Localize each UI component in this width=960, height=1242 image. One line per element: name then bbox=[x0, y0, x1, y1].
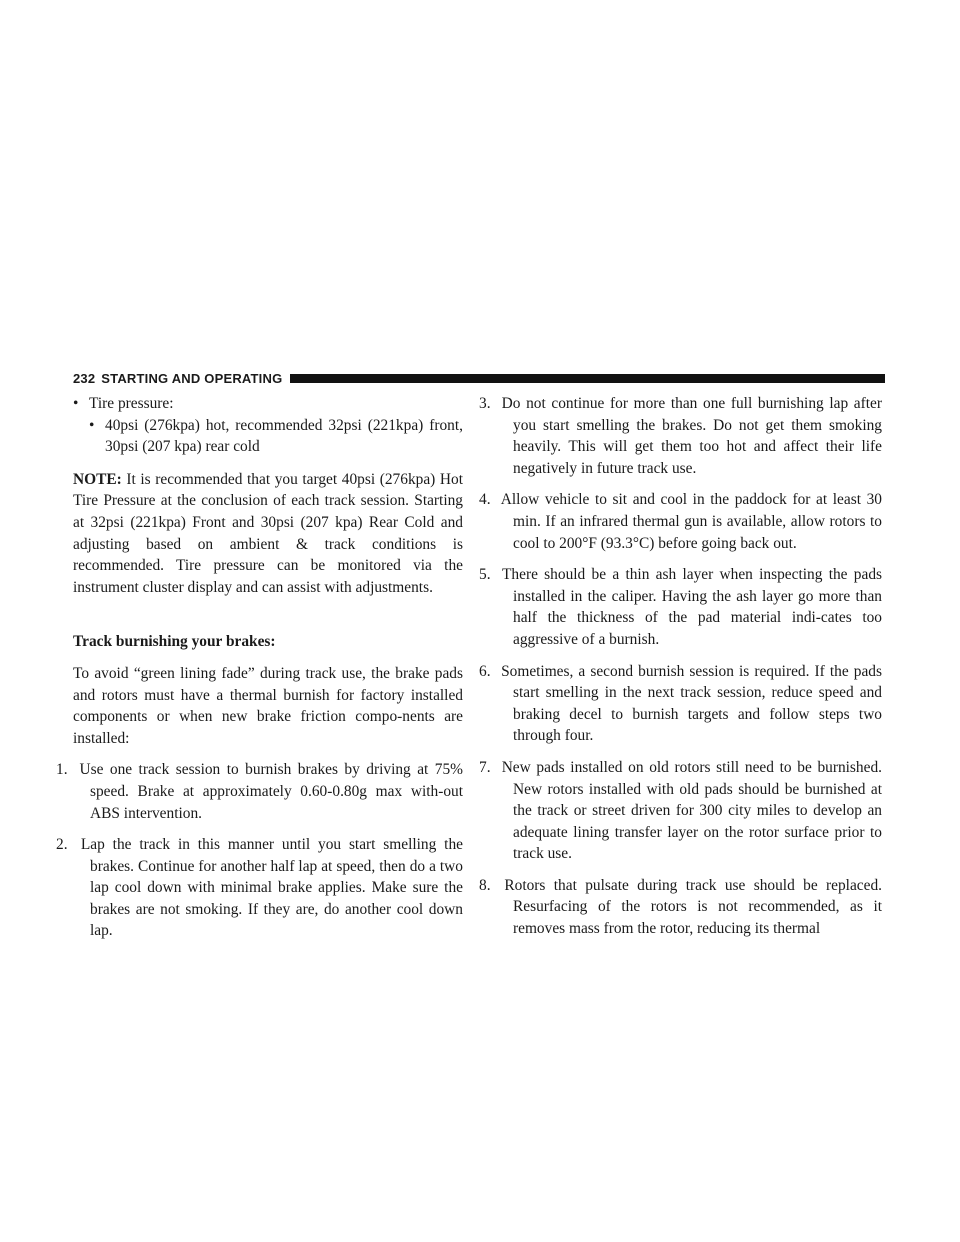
bullet-icon: • bbox=[89, 416, 95, 434]
step-text: Allow vehicle to sit and cool in the paddock for at least 30 min. If an infrared thermal gun is available, allow rotors to cool to 200°F (93.3°C) before going back out. bbox=[500, 491, 882, 552]
bullet-tire-sub-text: 40psi (276kpa) hot, recommended 32psi (221kpa) front, 30psi (207 kpa) rear cold bbox=[105, 416, 463, 456]
header-rule bbox=[290, 374, 885, 383]
step-item: 1. Use one track session to burnish brakes by driving at 75% speed. Brake at approximately 0.60-0.80g max with-out ABS intervention. bbox=[56, 761, 463, 822]
step-item: 6. Sometimes, a second burnish session is required. If the pads start smelling in the next track session, reduce speed and braking decel to burnish targets and follow steps two through four. bbox=[479, 662, 882, 745]
left-column bbox=[56, 393, 463, 942]
step-item: 3. Do not continue for more than one full burnishing lap after you start smelling the brakes. Do not get them smoking heavily. This will get them too hot and affect their life negatively in future track use. bbox=[479, 395, 882, 477]
step-item: 8. Rotors that pulsate during track use should be replaced. Resurfacing of the rotors is not recommended, as it removes mass from the rotor, reducing its thermal bbox=[479, 876, 882, 938]
bullet-tire-values bbox=[89, 415, 463, 458]
right-column bbox=[479, 393, 882, 940]
note-label: NOTE: bbox=[73, 470, 122, 488]
step-text: Sometimes, a second burnish session is required. If the pads start smelling in the next track session, reduce speed and braking decel to burnish targets and follow steps two through four. bbox=[501, 662, 882, 745]
intro-paragraph: To avoid “green lining fade” during track use, the brake pads and rotors must have a thermal burnish for factory installed components or when new brake friction compo-nents are installed: bbox=[73, 664, 463, 747]
step-text: Use one track session to burnish brakes by driving at 75% speed. Brake at approximately 0.60-0.80g max with-out ABS intervention. bbox=[79, 761, 463, 822]
page-number: 232 bbox=[73, 370, 96, 386]
section-title: STARTING AND OPERATING bbox=[101, 370, 283, 386]
bullet-tire-text: Tire pressure: bbox=[89, 395, 174, 412]
step-item: 4. Allow vehicle to sit and cool in the paddock for at least 30 min. If an infrared thermal gun is available, allow rotors to cool to 200°F (93.3°C) before going back out. bbox=[479, 491, 882, 552]
step-text: There should be a thin ash layer when inspecting the pads installed in the caliper. Having the ash layer go more than half the thickness of the pad material indi-cates too aggressive of a burnish. bbox=[502, 566, 882, 648]
step-text: Rotors that pulsate during track use should be replaced. Resurfacing of the rotors is not recommended, as it removes mass from the rotor, reducing its thermal bbox=[504, 876, 882, 938]
note-text: It is recommended that you target 40psi (276kpa) Hot Tire Pressure at the conclusion of each track session. Starting at 32psi (221kpa) Front and 30psi (207 kpa) Rear Cold and adjusting based on ambient & track conditions is recommended. Tire pressure can be monitored via the instrument cluster display and can assist with adjustments. bbox=[73, 470, 463, 596]
step-text: Do not continue for more than one full burnishing lap after you start smelling the brakes. Do not get them smoking heavily. This will get them too hot and affect their life negatively in future track use. bbox=[501, 395, 882, 477]
step-item: 2. Lap the track in this manner until you start smelling the brakes. Continue for another half lap at speed, then do a two lap cool down with minimal brake applies. Make sure the brakes are not smoking. If they are, do another cool down lap. bbox=[56, 836, 463, 940]
note-paragraph bbox=[73, 469, 463, 599]
step-item: 7. New pads installed on old rotors still need to be burnished. New rotors installed with old pads should be burnished at the track or street driven for 300 city miles to develop an adequate lining transfer layer on the rotor surface prior to track use. bbox=[479, 758, 882, 863]
bullet-tire-pressure bbox=[73, 393, 463, 415]
step-text: New pads installed on old rotors still need to be burnished. New rotors installed with old pads should be burnished at the track or street driven for 300 city miles to develop an adequate lining transfer layer on the rotor surface prior to track use. bbox=[501, 758, 882, 863]
page-header bbox=[73, 370, 885, 386]
step-text: Lap the track in this manner until you start smelling the brakes. Continue for another half lap at speed, then do a two lap cool down with minimal brake applies. Make sure the brakes are not smoking. If they are, do another cool down lap. bbox=[80, 836, 463, 940]
bullet-icon: • bbox=[73, 395, 79, 412]
step-item: 5. There should be a thin ash layer when inspecting the pads installed in the caliper. Having the ash layer go more than half the thickness of the pad material indi-cates too aggressive of a burnish. bbox=[479, 566, 882, 648]
section-heading: Track burnishing your brakes: bbox=[73, 633, 276, 651]
